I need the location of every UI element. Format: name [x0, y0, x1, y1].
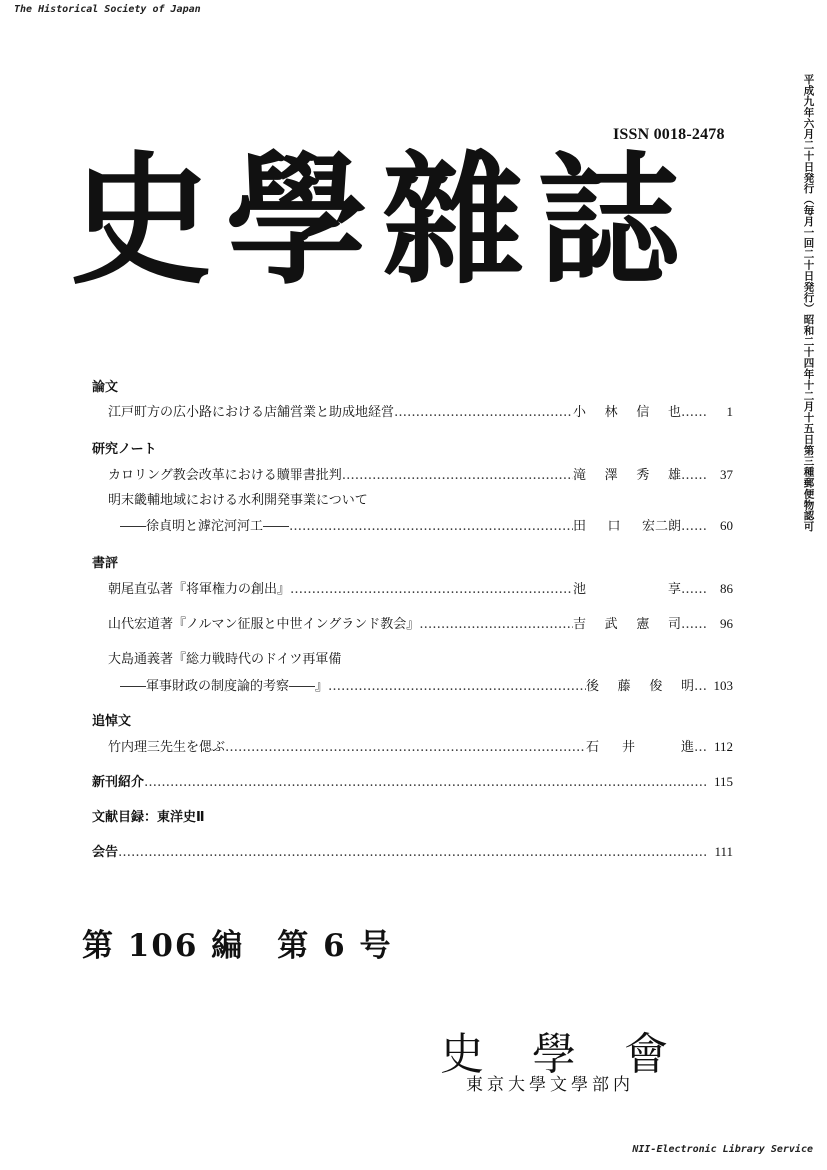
section-obituary: 追悼文	[92, 714, 132, 729]
leader-dots	[419, 617, 573, 632]
entry-title[interactable]: 明末畿輔地域における水利開発事業について	[108, 493, 368, 508]
entry-title: 新刊紹介	[92, 775, 145, 790]
leader-dots: ……	[681, 617, 707, 632]
entry-author: 小 林 信 也	[573, 405, 681, 420]
toc-entry[interactable]	[108, 464, 733, 483]
toc-entry[interactable]	[120, 515, 733, 534]
entry-author: 石 井 進	[586, 740, 694, 755]
entry-author: 田 口 宏二朗	[573, 519, 681, 534]
entry-subtitle: ――徐貞明と滹沱河河工――	[120, 519, 290, 534]
section-reviews: 書評	[92, 556, 119, 571]
toc-entry[interactable]	[92, 771, 733, 790]
toc-entry[interactable]	[108, 401, 733, 420]
section-research-notes: 研究ノート	[92, 442, 157, 457]
leader-dots	[342, 468, 573, 483]
header-note: The Historical Society of Japan	[14, 4, 201, 15]
toc-entry[interactable]	[92, 841, 733, 860]
entry-title: 山代宏道著『ノルマン征服と中世イングランド教会』	[108, 617, 420, 632]
entry-title: 朝尾直弘著『将軍権力の創出』	[108, 582, 291, 597]
entry-page: 111	[714, 844, 733, 859]
section-articles: 論文	[92, 380, 119, 395]
entry-subtitle: ――軍事財政の制度論的考察――』	[120, 679, 329, 694]
leader-dots	[118, 845, 707, 860]
publisher-address: 東京大學文學部内	[466, 1075, 634, 1095]
entry-page: 60	[720, 518, 733, 533]
toc-entry[interactable]	[120, 675, 733, 694]
leader-dots	[144, 775, 707, 790]
entry-page: 86	[720, 581, 733, 596]
entry-page: 103	[713, 678, 733, 693]
volume-number: 第 106 編 第 6 号	[82, 928, 393, 964]
entry-author: 池 享	[573, 582, 681, 597]
entry-title[interactable]: 大島通義著『総力戦時代のドイツ再軍備	[108, 652, 342, 667]
entry-author: 吉 武 憲 司	[573, 617, 681, 632]
leader-dots	[289, 519, 573, 534]
leader-dots	[328, 679, 586, 694]
entry-title: カロリング教会改革における贖罪書批判	[108, 468, 342, 483]
entry-title[interactable]: 文献目録：東洋史Ⅱ	[92, 810, 205, 825]
entry-page: 112	[713, 739, 733, 754]
entry-page: 1	[726, 404, 733, 419]
issn: ISSN 0018-2478	[613, 126, 725, 143]
leader-dots: …	[694, 740, 707, 755]
leader-dots: ……	[681, 519, 707, 534]
leader-dots: ……	[681, 468, 707, 483]
leader-dots: ……	[681, 405, 707, 420]
entry-author: 滝 澤 秀 雄	[573, 468, 681, 483]
entry-page: 115	[713, 774, 733, 789]
entry-title: 竹内理三先生を偲ぶ	[108, 740, 226, 755]
toc-entry[interactable]	[108, 613, 733, 632]
entry-title: 江戸町方の広小路における店舗営業と助成地経営	[108, 405, 395, 420]
leader-dots	[290, 582, 573, 597]
journal-title: 史學雜誌	[70, 138, 694, 304]
entry-page: 37	[720, 467, 733, 482]
publisher-name: 史學會	[440, 1029, 716, 1080]
entry-page: 96	[720, 616, 733, 631]
toc-entry[interactable]	[108, 736, 733, 755]
entry-title: 会告	[92, 845, 119, 860]
leader-dots: ……	[681, 582, 707, 597]
toc-entry[interactable]	[108, 578, 733, 597]
footer-note: NII-Electronic Library Service	[632, 1144, 813, 1155]
leader-dots: …	[694, 679, 707, 694]
leader-dots	[225, 740, 586, 755]
entry-author: 後 藤 俊 明	[586, 679, 694, 694]
leader-dots	[394, 405, 573, 420]
side-publication-note: 平成九年六月二十日発行（毎月一回二十日発行）昭和二十四年十二月十五日第三種郵便物認可	[802, 74, 815, 532]
